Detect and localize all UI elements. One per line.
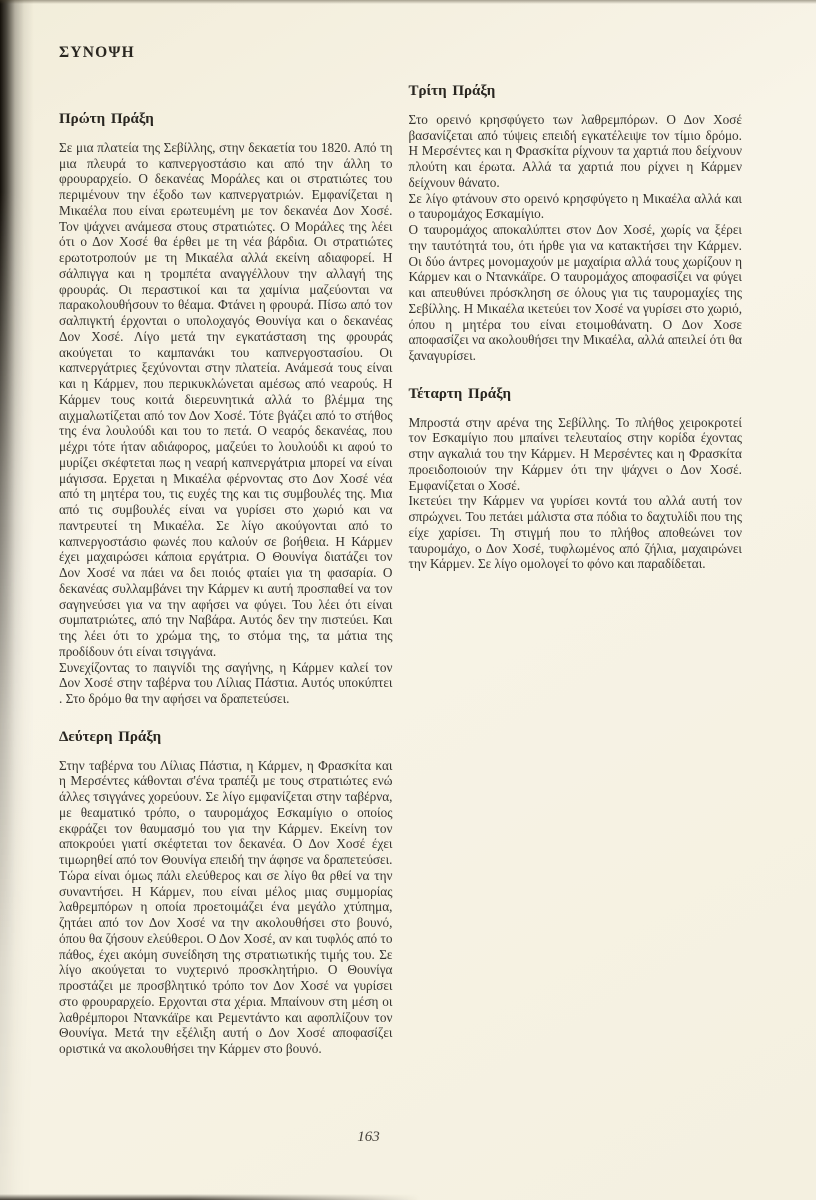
act-1-heading: Πρώτη Πράξη <box>59 111 154 127</box>
act-3-paragraph: Σε λίγο φτάνουν στο ορεινό κρησφύγετο η Μικαέλα αλλά και ο ταυρομάχος Εσκαμίγιο. <box>408 190 742 222</box>
act-4-paragraph: Ικετεύει την Κάρμεν να γυρίσει κοντά του αλλά αυτή τον σπρώχνει. Του πετάει μάλιστα στα πόδια το δαχτυλίδι που της είχε χαρίσει. Τη στιγμή που το πλήθος αποθεώνει τον ταυρομάχο, ο Δον Χοσέ, τυφλωμένος από ζήλια, μαχαιρώνει την Κάρμεν. Σε λίγο ομολογεί το φόνο και παραδίδεται. <box>408 493 742 572</box>
act-2-heading: Δεύτερη Πράξη <box>59 728 162 745</box>
act-1-paragraph: Συνεχίζοντας το παιγνίδι της σαγήνης, η Κάρμεν καλεί τον Δον Χοσέ στην ταβέρνα του Λίλιας Πάστια. Αυτός υποκύπτει . Στο δρόμο θα την αφήσει να δραπετεύσει. <box>59 659 393 706</box>
act-section-3 <box>409 84 743 364</box>
act-section-2 <box>59 730 393 1057</box>
page-bottom-edge-shadow <box>0 1194 420 1200</box>
act-3-paragraph: Στο ορεινό κρησφύγετο των λαθρεμπόρων. Ο Δον Χοσέ βασανίζεται από τύψεις επειδή εγκατέλειψε τον τίμιο δρόμο. Η Μερσέντες και η Φρασκίτα ρίχνουν τα χαρτιά που δείχνουν πλούτη και έρωτα. Αλλά τα χαρτιά που ρίχνει η Κάρμεν δείχνουν θάνατο. <box>408 111 742 190</box>
page-number: 163 <box>357 1129 380 1145</box>
act-section-1 <box>59 112 393 707</box>
page-title: ΣΥΝΟΨΗ <box>59 44 135 61</box>
act-3-heading: Τρίτη Πράξη <box>408 83 496 99</box>
page-top-edge-shadow <box>0 0 816 4</box>
act-3-paragraph: Ο ταυρομάχος αποκαλύπτει στον Δον Χοσέ, χωρίς να ξέρει την ταυτότητά του, ότι ήρθε για να κατακτήσει την Κάρμεν. Οι δύο άντρες μονομαχούν με μαχαίρια αλλά τους χωρίζουν η Κάρμεν και ο Ντανκάϊρε. Ο ταυρομάχος αποφασίζει να φύγει και απευθύνει πρόσκληση σε όλους για τις ταυρομαχίες της Σεβίλλης. Η Μικαέλα ικετεύει τον Χοσέ να γυρίσει στο χωριό, όπου η μητέρα του είναι ετοιμοθάνατη. Ο Δον Χοσε αποφασίζει να ακολουθήσει την Μικαέλα, αλλά απειλεί ότι θα ξαναγυρίσει. <box>408 222 743 363</box>
act-section-4 <box>409 387 743 572</box>
act-2-paragraph: Στην ταβέρνα του Λίλιας Πάστια, η Κάρμεν, η Φρασκίτα και η Μερσέντες κάθονται σ'ένα τραπέζι με τους στρατιώτες ενώ άλλες τσιγγάνες χορεύουν. Σε λίγο εμφανίζεται στην ταβέρνα, με θεαματικό τρόπο, ο ταυρομάχος Εσκαμίγιο ο οποίος εκφράζει τον θαυμασμό του για την Κάρμεν. Εκείνη τον αποκρούει γιατί σκέφτεται τον δεκανέα. Ο Δον Χοσέ έχει τιμωρηθεί από τον Θουνίγα επειδή την άφησε να δραπετεύσει. Τώρα είναι όμως πάλι ελεύθερος και σε λίγο θα ρθεί να την συναντήσει. Η Κάρμεν, που είναι μέλος μιας συμμορίας λαθρεμπόρων η οποία προετοιμάζει ένα μεγάλο χτύπημα, ζητάει από τον Δον Χοσέ να την ακολουθήσει στο βουνό, όπου θα ζήσουν ελεύθεροι. Ο Δον Χοσέ, αν και τυφλός από το πάθος, έχει ακόμη συνείδηση της στρατιωτικής τιμής του. Σε λίγο ακούγεται το νυχτερινό προσκλητήριο. Ο Θουνίγα προστάζει με προσβλητικό τρόπο τον Δον Χοσέ να γυρίσει στο φρουραρχείο. Ερχονται στα χέρια. Μπαίνουν στη μέση οι λαθρέμποροι Ντανκάϊρε και Ρεμεντάντο και αφοπλίζουν τον Θουνίγα. Μετά την εξέλιξη αυτή ο Δον Χοσέ αποφασίζει οριστικά να ακολουθήσει την Κάρμεν στο βουνό. <box>59 757 393 1056</box>
act-4-heading: Τέταρτη Πράξη <box>408 385 511 402</box>
act-4-paragraph: Μπροστά στην αρένα της Σεβίλλης. Το πλήθος χειροκροτεί τον Εσκαμίγιο που μπαίνει τελευταίος στην κορίδα έχοντας στην αγκαλιά του την Κάρμεν. Η Μερσέντες και η Φρασκίτα προειδοποιούν την Κάρμεν ότι την ψάχνει ο Δον Χοσέ. Εμφανίζεται ο Χοσέ. <box>408 414 742 493</box>
act-1-paragraph: Σε μια πλατεία της Σεβίλλης, στην δεκαετία του 1820. Από τη μια πλευρά το καπνεργοστάσιο και από την άλλη το φρουραρχείο. Ο δεκανέας Μοράλες και οι στρατιώτες του περιμένουν την έξοδο των καπνεργατριών. Εμφανίζεται η Μικαέλα που είναι ερωτευμένη με τον δεκανέα Δον Χοσέ. Τον ψάχνει ανάμεσα στους στρατιώτες. Ο Μοράλες της λέει ότι ο Δον Χοσέ θα έρθει με τη νέα βάρδια. Οι στρατιώτες ερωτοτροπούν με τη Μικαέλα αλλά εκείνη αδιαφορεί. Η σάλπιγγα και η τρομπέτα αναγγέλλουν την αλλαγή της φρουράς. Οι περαστικοί και τα χαμίνια μαζεύονται να παρακολουθήσουν το θέαμα. Φτάνει η φρουρά. Πίσω από τον σαλπιγκτή έρχονται ο υπολοχαγός Θουνίγα και ο δεκανέας Δον Χοσέ. Λίγο μετά την εγκατάσταση της φρουράς ακούγεται το καμπανάκι του καπνεργοστασίου. Οι καπνεργάτριες ξεχύνονται στην πλατεία. Ανάμεσά τους είναι και η Κάρμεν, που περικυκλώνεται αμέσως από νεαρούς. Η Κάρμεν τους κοιτά διερευνητικά αλλά το βλέμμα της αιχμαλωτίζεται από τον Δον Χοσέ. Τότε βγάζει από το στήθος της ένα λουλούδι και του το πετά. Ο νεαρός δεκανέας, που μέχρι τότε ήταν αδιάφορος, μαζεύει το λουλούδι κι αφού το μυρίζει σκέφτεται πως η νεαρή καπνεργάτρια μπορεί να είναι μάγισσα. Ερχεται η Μικαέλα φέρνοντας στο Δον Χοσέ νέα από τη μητέρα του, τις ευχές της και τις συμβουλές της. Μια από τις συμβουλές είναι να γυρίσει στο χωριό και να παντρευτεί τη Μικαέλα. Σε λίγο ακούγονται από το καπνεργοστάσιο φωνές που καλούν σε βοήθεια. Η Κάρμεν έχει μαχαιρώσει κάποια εργάτρια. Ο Θουνίγα διατάζει τον Δον Χοσέ να πάει να δει ποιός φταίει για τη φασαρία. Ο δεκανέας συλλαμβάνει την Κάρμεν κι αυτή προσπαθεί να τον σαγηνεύσει για να την αφήσει να φύγει. Του λέει ότι είναι συμπατριώτες, από την Ναβάρα. Αυτός δεν την πιστεύει. Και της λέει ότι το χρώμα της, το στόμα της, τα μάτια της προδίδουν ότι είναι τσιγγάνα. <box>59 139 393 659</box>
page-gutter-shadow <box>0 0 36 1200</box>
synopsis-text-columns <box>59 84 742 1088</box>
